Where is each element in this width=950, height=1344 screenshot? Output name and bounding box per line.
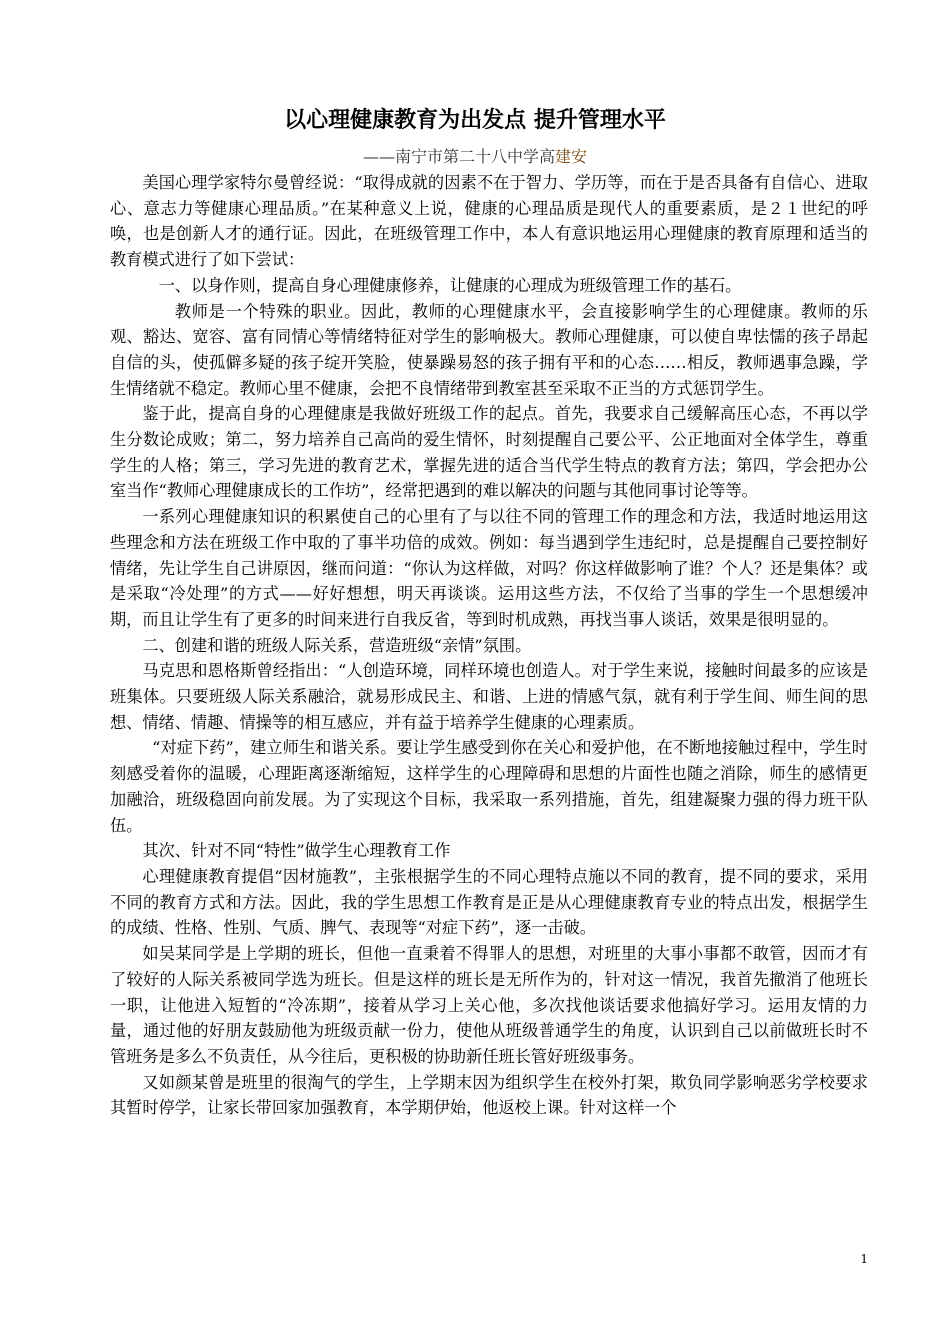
subtitle-author-name: 建安 bbox=[555, 147, 588, 166]
section-heading: 其次、针对不同“特性”做学生心理教育工作 bbox=[142, 841, 451, 861]
paragraph: 美国心理学家特尔曼曾经说：“取得成就的因素不在于智力、学历等，而在于是否具备有自信心、进取心、意志力等健康心理品质。”在某种意义上说，健康的心理品质是现代人的重要素质，是２１世纪的呼唤，也是创新人才的通行证。因此，在班级管理工作中，本人有意识地运用心理健康的教育原理和适当的教育模式进行了如下尝试： bbox=[110, 173, 868, 270]
paragraph: 教师是一个特殊的职业。因此，教师的心理健康水平，会直接影响学生的心理健康。教师的乐观、豁达、宽容、富有同情心等情绪特征对学生的影响极大。教师心理健康，可以使自卑怯懦的孩子昂起自信的头，使孤僻多疑的孩子绽开笑脸，使暴躁易怒的孩子拥有平和的心态……相反，教师遇事急躁，学生情绪就不稳定。教师心里不健康，会把不良情绪带到教室甚至采取不正当的方式惩罚学生。 bbox=[110, 301, 868, 398]
paragraph: 如吴某同学是上学期的班长，但他一直秉着不得罪人的思想，对班里的大事小事都不敢管，因而才有了较好的人际关系被同学选为班长。但是这样的班长是无所作为的，针对这一情况，我首先撤消了他班长一职，让他进入短暂的“冷冻期”，接着从学习上关心他，多次找他谈话要求他搞好学习。运用友情的力量，通过他的好朋友鼓励他为班级贡献一份力，使他从班级普通学生的角度，认识到自己以前做班长时不管班务是多么不负责任，从今往后，更积极的协助新任班长管好班级事务。 bbox=[110, 944, 868, 1066]
paragraph: 鉴于此，提高自身的心理健康是我做好班级工作的起点。首先，我要求自己缓解高压心态，不再以学生分数论成败；第二，努力培养自己高尚的爱生情怀，时刻提醒自己要公平、公正地面对全体学生，尊重学生的人格；第三，学习先进的教育艺术，掌握先进的适合当代学生特点的教育方法；第四，学会把办公室当作“教师心理健康成长的工作坊”，经常把遇到的难以解决的问题与其他同事讨论等等。 bbox=[110, 404, 868, 501]
paragraph: 又如颜某曾是班里的很淘气的学生，上学期末因为组织学生在校外打架，欺负同学影响恶劣学校要求其暂时停学，让家长带回家加强教育，本学期伊始，他返校上课。针对这样一个 bbox=[110, 1072, 868, 1118]
document-body bbox=[110, 170, 868, 1121]
section-heading: 二、创建和谐的班级人际关系，营造班级“亲情”氛围。 bbox=[142, 635, 532, 655]
document-subtitle bbox=[0, 146, 950, 168]
paragraph: 心理健康教育提倡“因材施教”，主张根据学生的不同心理特点施以不同的教育，提不同的要求，采用不同的教育方式和方法。因此，我的学生思想工作教育是正是从心理健康教育专业的特点出发，根据学生的成绩、性格、性别、气质、脾气、表现等“对症下药”，逐一击破。 bbox=[110, 866, 868, 938]
section-heading: 一、以身作则，提高自身心理健康修养，让健康的心理成为班级管理工作的基石。 bbox=[158, 275, 742, 295]
subtitle-author-prefix: ——南宁市第二十八中学高 bbox=[362, 147, 555, 166]
paragraph: 马克思和恩格斯曾经指出：“人创造环境，同样环境也创造人。对于学生来说，接触时间最多的应该是班集体。只要班级人际关系融洽，就易形成民主、和谐、上进的情感气氛，就有利于学生间、师生间的思想、情绪、情趣、情操等的相互感应，并有益于培养学生健康的心理素质。 bbox=[110, 661, 868, 732]
paragraph: 一系列心理健康知识的积累使自己的心里有了与以往不同的管理工作的理念和方法，我适时地运用这些理念和方法在班级工作中取的了事半功倍的成效。例如：每当遇到学生违纪时，总是提醒自己要控制好情绪，先让学生自己讲原因，继而问道：“你认为这样做，对吗？你这样做影响了谁？个人？还是集体？或是采取“冷处理”的方式——好好想想，明天再谈谈。运用这些方法，不仅给了当事的学生一个思想缓冲期，而且让学生有了更多的时间来进行自我反省，等到时机成熟，再找当事人谈话，效果是很明显的。 bbox=[110, 507, 868, 629]
paragraph: “对症下药”，建立师生和谐关系。要让学生感受到你在关心和爱护他，在不断地接触过程中，学生时刻感受着你的温暖，心理距离逐渐缩短，这样学生的心理障碍和思想的片面性也随之消除，师生的感情更加融洽，班级稳固向前发展。为了实现这个目标，我采取一系列措施，首先，组建凝聚力强的得力班干队伍。 bbox=[110, 738, 868, 835]
page-number: 1 bbox=[860, 1252, 868, 1266]
document-title: 以心理健康教育为出发点 提升管理水平 bbox=[284, 108, 666, 133]
